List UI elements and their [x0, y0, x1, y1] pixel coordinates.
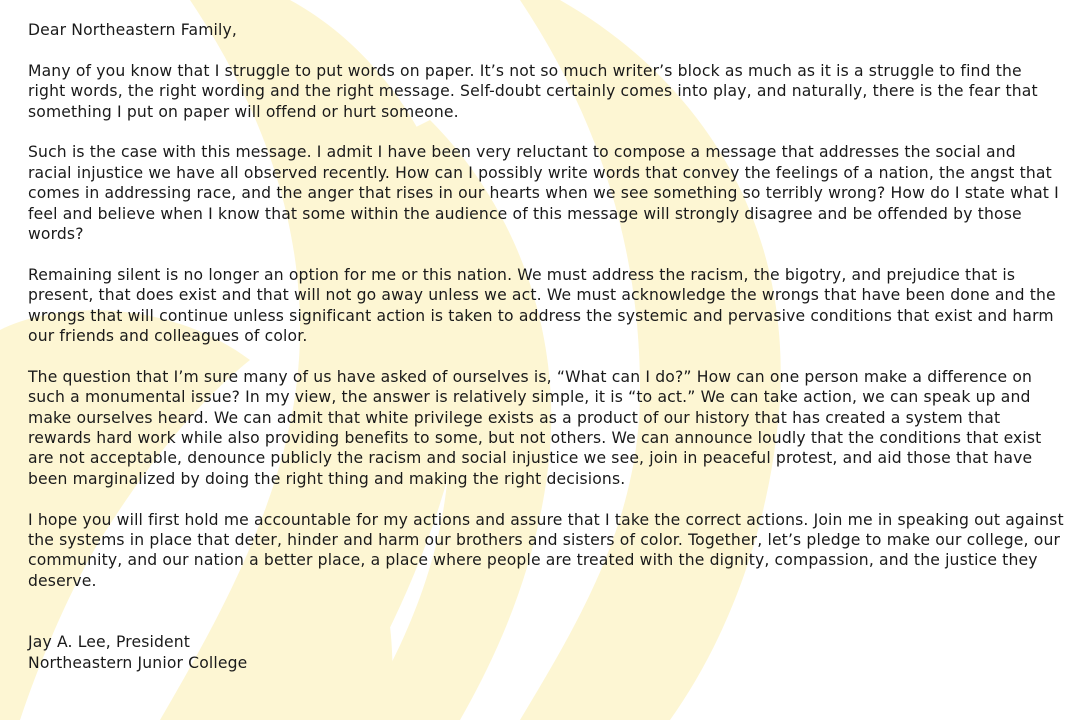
- paragraph-2: Such is the case with this message. I admit I have been very reluctant to compose a message that addresses the social and racial injustice we have all observed recently. How can I possibly write words that convey the feelings of a nation, the angst that comes in addressing race, and the anger that rises in our hearts when we see something so terribly wrong? How do I state what I feel and believe when I know that some within the audience of this message will strongly disagree and be offended by those words?: [28, 143, 1059, 244]
- letter: [28, 20, 1064, 673]
- signature-block: [28, 632, 1064, 673]
- signature-name: Jay A. Lee, President: [28, 633, 191, 652]
- paragraph-5: I hope you will first hold me accountable for my actions and assure that I take the correct actions. Join me in speaking out against the systems in place that deter, hinder and harm our brothers and sisters of color. Together, let’s pledge to make our college, our community, and our nation a better place, a place where people are treated with the dignity, compassion, and the justice they deserve.: [28, 510, 1064, 590]
- paragraph-4: The question that I’m sure many of us have asked of ourselves is, “What can I do?” How can one person make a difference on such a monumental issue? In my view, the answer is relatively simple, it is “to act.” We can take action, we can speak up and make ourselves heard. We can admit that white privilege exists as a product of our history that has created a system that rewards hard work while also providing benefits to some, but not others. We can announce loudly that the conditions that exist are not acceptable, denounce publicly the racism and social injustice we see, join in peaceful protest, and aid those that have been marginalized by doing the right thing and making the right decisions.: [28, 367, 1042, 488]
- signature-organization: Northeastern Junior College: [28, 653, 248, 672]
- salutation: Dear Northeastern Family,: [28, 21, 237, 39]
- paragraph-3: Remaining silent is no longer an option for me or this nation. We must address the racism, the bigotry, and prejudice that is present, that does exist and that will not go away unless we act. We must acknowledge the wrongs that have been done and the wrongs that will continue unless significant action is taken to address the systemic and pervasive conditions that exist and harm our friends and colleagues of color.: [28, 265, 1056, 346]
- paragraph-1: Many of you know that I struggle to put words on paper. It’s not so much writer’s block as much as it is a struggle to find the right words, the right wording and the right message. Self-doubt certainly comes into play, and naturally, there is the fear that something I put on paper will offend or hurt someone.: [28, 61, 1038, 121]
